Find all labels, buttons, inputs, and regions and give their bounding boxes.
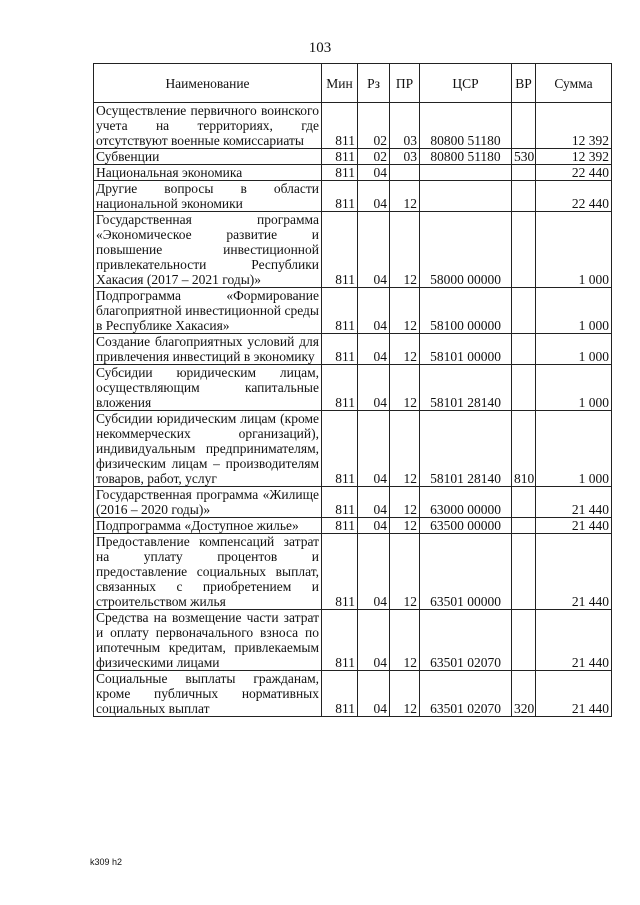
- cell-pr: 03: [390, 103, 420, 149]
- cell-vr: [512, 610, 536, 671]
- cell-csr: 58000 00000: [420, 212, 512, 288]
- cell-vr: 320: [512, 671, 536, 717]
- table-row: [94, 212, 612, 288]
- cell-min: 811: [322, 534, 358, 610]
- cell-min: 811: [322, 518, 358, 534]
- cell-sum: 21 440: [536, 518, 612, 534]
- column-header-pr: ПР: [390, 64, 420, 103]
- cell-rz: 04: [358, 165, 390, 181]
- table-row: [94, 411, 612, 487]
- cell-name: Государственная программа «Жилище (2016 – 2020 годы)»: [94, 487, 322, 518]
- cell-sum: 1 000: [536, 288, 612, 334]
- cell-min: 811: [322, 165, 358, 181]
- cell-csr: 63501 02070: [420, 610, 512, 671]
- cell-vr: [512, 534, 536, 610]
- cell-rz: 04: [358, 671, 390, 717]
- cell-rz: 04: [358, 181, 390, 212]
- cell-pr: 12: [390, 212, 420, 288]
- table-row: [94, 487, 612, 518]
- page-number: 103: [308, 40, 332, 56]
- cell-min: 811: [322, 288, 358, 334]
- cell-sum: 1 000: [536, 411, 612, 487]
- cell-min: 811: [322, 103, 358, 149]
- cell-name: Создание благоприятных условий для привлечения инвестиций в экономику: [94, 334, 322, 365]
- cell-vr: 530: [512, 149, 536, 165]
- cell-sum: 22 440: [536, 181, 612, 212]
- cell-vr: 810: [512, 411, 536, 487]
- table-row: [94, 365, 612, 411]
- cell-sum: 21 440: [536, 610, 612, 671]
- table-row: [94, 610, 612, 671]
- cell-pr: 12: [390, 534, 420, 610]
- cell-vr: [512, 181, 536, 212]
- cell-csr: [420, 181, 512, 212]
- cell-csr: 80800 51180: [420, 149, 512, 165]
- table-row: [94, 165, 612, 181]
- table-row: [94, 288, 612, 334]
- table-row: [94, 181, 612, 212]
- cell-name: Средства на возмещение части затрат и оплату первоначального взноса по ипотечным кредитам, привлекаемым физическими лицами: [94, 610, 322, 671]
- cell-rz: 04: [358, 212, 390, 288]
- table-row: [94, 534, 612, 610]
- cell-csr: 63501 00000: [420, 534, 512, 610]
- cell-pr: 12: [390, 518, 420, 534]
- cell-pr: 03: [390, 149, 420, 165]
- cell-vr: [512, 288, 536, 334]
- cell-vr: [512, 518, 536, 534]
- cell-name: Другие вопросы в области национальной экономики: [94, 181, 322, 212]
- cell-pr: 12: [390, 365, 420, 411]
- cell-sum: 21 440: [536, 534, 612, 610]
- cell-min: 811: [322, 181, 358, 212]
- cell-sum: 1 000: [536, 334, 612, 365]
- cell-rz: 02: [358, 149, 390, 165]
- cell-rz: 04: [358, 365, 390, 411]
- cell-pr: 12: [390, 610, 420, 671]
- column-header-name: Наименование: [94, 64, 322, 103]
- cell-name: Субсидии юридическим лицам, осуществляющим капитальные вложения: [94, 365, 322, 411]
- cell-vr: [512, 212, 536, 288]
- cell-name: Подпрограмма «Формирование благоприятной инвестиционной среды в Республике Хакасия»: [94, 288, 322, 334]
- table-row: [94, 334, 612, 365]
- footer-code: k309 h2: [90, 857, 123, 867]
- cell-min: 811: [322, 487, 358, 518]
- cell-sum: 22 440: [536, 165, 612, 181]
- column-header-csr: ЦСР: [420, 64, 512, 103]
- cell-rz: 04: [358, 411, 390, 487]
- cell-name: Субвенции: [94, 149, 322, 165]
- table-row: [94, 149, 612, 165]
- cell-sum: 1 000: [536, 212, 612, 288]
- cell-vr: [512, 487, 536, 518]
- cell-min: 811: [322, 212, 358, 288]
- cell-name: Осуществление первичного воинского учета на территориях, где отсутствуют военные комиссариаты: [94, 103, 322, 149]
- cell-rz: 04: [358, 610, 390, 671]
- column-header-sum: Сумма: [536, 64, 612, 103]
- cell-name: Субсидии юридическим лицам (кроме некоммерческих организаций), индивидуальным предпринимателям, физическим лицам – производителям товаров, работ, услуг: [94, 411, 322, 487]
- table-row: [94, 103, 612, 149]
- cell-name: Социальные выплаты гражданам, кроме публичных нормативных социальных выплат: [94, 671, 322, 717]
- cell-rz: 04: [358, 534, 390, 610]
- budget-table: [93, 63, 612, 717]
- column-header-rz: Рз: [358, 64, 390, 103]
- cell-pr: 12: [390, 288, 420, 334]
- cell-sum: 1 000: [536, 365, 612, 411]
- cell-sum: 12 392: [536, 149, 612, 165]
- cell-rz: 04: [358, 518, 390, 534]
- cell-pr: 12: [390, 181, 420, 212]
- cell-vr: [512, 103, 536, 149]
- cell-sum: 21 440: [536, 487, 612, 518]
- cell-rz: 02: [358, 103, 390, 149]
- table-body: [94, 103, 612, 717]
- cell-csr: 80800 51180: [420, 103, 512, 149]
- table-row: [94, 671, 612, 717]
- cell-rz: 04: [358, 334, 390, 365]
- cell-csr: 63000 00000: [420, 487, 512, 518]
- cell-pr: 12: [390, 487, 420, 518]
- cell-csr: [420, 165, 512, 181]
- table-row: [94, 518, 612, 534]
- column-header-min: Мин: [322, 64, 358, 103]
- cell-min: 811: [322, 334, 358, 365]
- cell-csr: 58100 00000: [420, 288, 512, 334]
- cell-min: 811: [322, 610, 358, 671]
- cell-pr: 12: [390, 334, 420, 365]
- cell-rz: 04: [358, 487, 390, 518]
- cell-name: Подпрограмма «Доступное жилье»: [94, 518, 322, 534]
- cell-csr: 63500 00000: [420, 518, 512, 534]
- column-header-vr: ВР: [512, 64, 536, 103]
- cell-csr: 58101 28140: [420, 365, 512, 411]
- cell-pr: 12: [390, 411, 420, 487]
- cell-csr: 63501 02070: [420, 671, 512, 717]
- cell-rz: 04: [358, 288, 390, 334]
- cell-csr: 58101 00000: [420, 334, 512, 365]
- table-header-row: [94, 64, 612, 103]
- cell-min: 811: [322, 149, 358, 165]
- cell-pr: [390, 165, 420, 181]
- cell-sum: 21 440: [536, 671, 612, 717]
- cell-min: 811: [322, 365, 358, 411]
- cell-min: 811: [322, 411, 358, 487]
- cell-name: Предоставление компенсаций затрат на уплату процентов и предоставление социальных выплат, связанных с приобретением и строительством жилья: [94, 534, 322, 610]
- cell-vr: [512, 365, 536, 411]
- cell-csr: 58101 28140: [420, 411, 512, 487]
- cell-sum: 12 392: [536, 103, 612, 149]
- cell-name: Национальная экономика: [94, 165, 322, 181]
- cell-name: Государственная программа «Экономическое развитие и повышение инвестиционной привлекательности Республики Хакасия (2017 – 2021 годы)»: [94, 212, 322, 288]
- cell-pr: 12: [390, 671, 420, 717]
- cell-vr: [512, 334, 536, 365]
- cell-vr: [512, 165, 536, 181]
- cell-min: 811: [322, 671, 358, 717]
